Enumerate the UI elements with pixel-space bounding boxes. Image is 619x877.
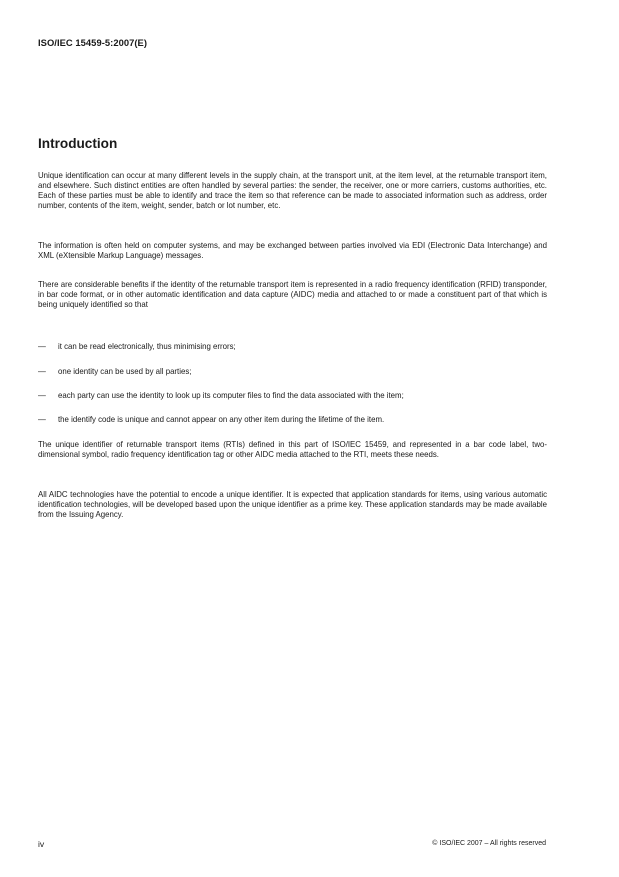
paragraph: Unique identification can occur at many different levels in the supply chain, at the transport unit, at the item level, at the returnable transport item, and elsewhere. Such distinct entities are often handled by several parties: the sender, the receiver, one or more carriers, customs authorities, etc. Each of these parties must be able to identify and trace the item so that reference can be made to associated information such as address, order number, contents of the item, weight, sender, batch or lot number, etc.: [38, 171, 547, 210]
list-item-text: the identify code is unique and cannot appear on any other item during the lifetime of the item.: [58, 415, 385, 424]
list-dash-marker: —: [38, 367, 46, 376]
list-item-text: each party can use the identity to look up its computer files to find the data associated with the item;: [58, 391, 404, 400]
list-dash-marker: —: [38, 415, 46, 424]
paragraph: The information is often held on computer systems, and may be exchanged between parties involved via EDI (Electronic Data Interchange) and XML (eXtensible Markup Language) messages.: [38, 241, 547, 260]
list-item-text: one identity can be used by all parties;: [58, 367, 192, 376]
section-title: Introduction: [38, 136, 118, 151]
document-header-title: ISO/IEC 15459-5:2007(E): [38, 37, 148, 48]
paragraph: The unique identifier of returnable transport items (RTIs) defined in this part of ISO/IEC 15459, and represented in a bar code label, two-dimensional symbol, radio frequency identification tag or other AIDC media attached to the RTI, meets these needs.: [38, 440, 547, 459]
list-item-text: it can be read electronically, thus minimising errors;: [58, 342, 236, 351]
paragraph: All AIDC technologies have the potential to encode a unique identifier. It is expected that application standards for items, using various automatic identification technologies, will be developed based upon the unique identifier as a prime key. These application standards may be made available from the Issuing Agency.: [38, 490, 547, 519]
list-dash-marker: —: [38, 342, 46, 351]
list-dash-marker: —: [38, 391, 46, 400]
paragraph: There are considerable benefits if the identity of the returnable transport item is represented in a radio frequency identification (RFID) transponder, in bar code format, or in other automatic identification and data capture (AIDC) media and attached to or made a constituent part of that which is being uniquely identified so that: [38, 280, 547, 309]
copyright-notice: © ISO/IEC 2007 – All rights reserved: [432, 840, 546, 847]
page-number: iv: [38, 839, 45, 849]
